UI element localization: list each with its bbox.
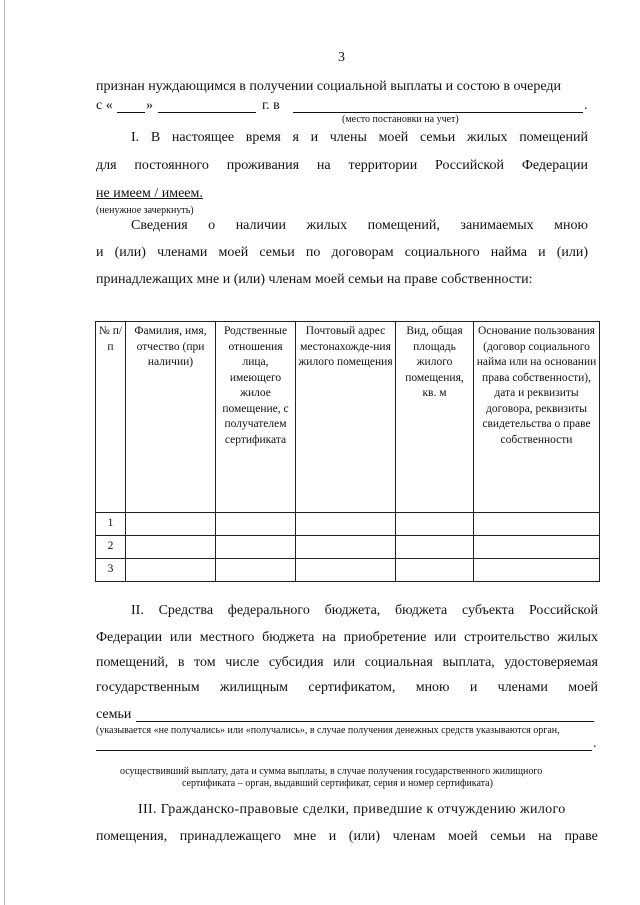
row-number: 2 [96, 536, 126, 559]
table-cell [474, 559, 600, 582]
table-header-row [96, 322, 600, 513]
section2-line-4: государственным жилищным сертификатом, мною и членами моей [96, 680, 598, 695]
queue-date-prefix: с « [96, 98, 113, 113]
section2-line-3: помещений, в том числе субсидия или социальная выплата, удостоверяемая [96, 655, 598, 670]
section1-line-1: I. В настоящее время я и члены моей семьи жилых помещений [131, 130, 588, 145]
queue-year-in: г. в [262, 98, 280, 113]
table-cell [296, 536, 396, 559]
funds-answer-blank-2 [96, 750, 592, 751]
intro-line-end: . [584, 98, 588, 113]
table-cell [396, 559, 474, 582]
table-cell [396, 536, 474, 559]
table-cell [126, 536, 216, 559]
table-cell [216, 536, 296, 559]
col-header-basis: Основание пользования (договор социального найма или на основании права собственности), дата и реквизиты договора, реквизиты свидетельства о праве собственности [474, 322, 600, 513]
place-caption: (место постановки на учет) [342, 114, 459, 125]
table-cell [126, 513, 216, 536]
section2-line-1: II. Средства федерального бюджета, бюджета субъекта Российской [131, 603, 598, 618]
queue-place-blank [293, 112, 583, 113]
col-header-relation: Родственные отношения лица, имеющего жилое помещение, с получателем сертификата [216, 322, 296, 513]
info-paragraph-line-2: и (или) членами моей семьи по договорам социального найма и (или) [96, 245, 588, 260]
housing-table [95, 321, 600, 582]
page-number: 3 [338, 50, 345, 65]
section2-line-2: Федерации или местного бюджета на приобретение или строительство жилых [96, 630, 598, 645]
info-paragraph-line-3: принадлежащих мне и (или) членам моей семьи на праве собственности: [96, 272, 533, 287]
col-header-address: Почтовый адрес местонахожде-ния жилого помещения [296, 322, 396, 513]
funds-note-2-line-2: сертификата – орган, выдавший сертификат, серия и номер сертификата) [182, 778, 493, 789]
funds-answer-blank [136, 721, 594, 722]
section2-family-label: семьи [96, 707, 132, 722]
table-row [96, 536, 600, 559]
col-header-name: Фамилия, имя, отчество (при наличии) [126, 322, 216, 513]
funds-line-end: . [593, 736, 597, 751]
row-number: 1 [96, 513, 126, 536]
table-cell [216, 513, 296, 536]
section3-line-1: III. Гражданско-правовые сделки, приведшие к отчуждению жилого [138, 802, 566, 817]
table-cell [474, 536, 600, 559]
table-cell [296, 559, 396, 582]
strike-note: (ненужное зачеркнуть) [96, 205, 194, 216]
queue-date-quote: » [146, 98, 153, 113]
table-cell [126, 559, 216, 582]
table-row [96, 559, 600, 582]
table-cell [396, 513, 474, 536]
funds-note-1: (указывается «не получались» или «получались», в случае получения денежных средств указываются орган, [96, 725, 560, 736]
table-cell [296, 513, 396, 536]
queue-day-blank [117, 112, 145, 113]
info-paragraph-line-1: Сведения о наличии жилых помещений, занимаемых мною [131, 218, 588, 233]
col-header-area: Вид, общая площадь жилого помещения, кв. м [396, 322, 474, 513]
funds-note-2-line-1: осуществивший выплату, дата и сумма выплаты, в случае получения государственного жилищного [120, 766, 543, 777]
has-housing-choice: не имеем / имеем. [96, 186, 203, 201]
page-edge [4, 0, 5, 905]
table-row [96, 513, 600, 536]
section3-line-2: помещения, принадлежащего мне и (или) членам моей семьи на праве [96, 829, 598, 844]
col-header-number: № п/п [96, 322, 126, 513]
row-number: 3 [96, 559, 126, 582]
queue-month-blank [158, 112, 256, 113]
table-cell [216, 559, 296, 582]
section1-line-2: для постоянного проживания на территории Российской Федерации [96, 158, 588, 173]
table-cell [474, 513, 600, 536]
intro-line-1: признан нуждающимся в получении социальной выплаты и состою в очереди [96, 79, 561, 94]
